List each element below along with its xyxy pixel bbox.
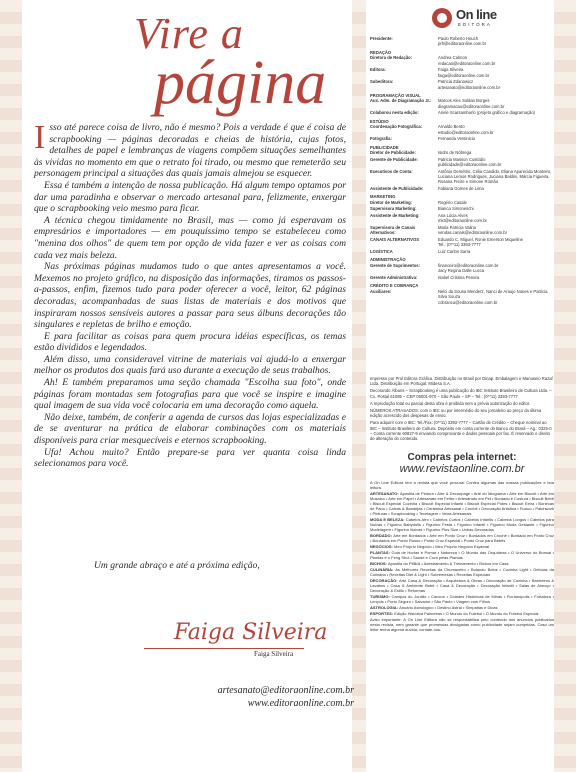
- listing-category-text: Cabelos Afro • Cabelos Curtos • Cabelos Infantis • Cabelos Longos • Cabelos para Noivas • Figurino Babydolls • Figurino Festa • Figurino Infantil • Figurino Moda Gestante • Figurino Modelagem • Figurino Noivas • Figurino Plus Size • Unhas Decoradas: [370, 517, 554, 532]
- title-line-1: Vire a: [134, 9, 244, 58]
- listing-category-text: As Melhores Receitas da Chumaceiro • Bolando Bolos • Cozinha Light • Delícias da Culinária • Receitas Diet & Light • Sobremesas • Receitas Especiais: [370, 567, 554, 577]
- credits-section-heading: ESTÚDIO: [370, 118, 389, 124]
- credit-label: Supervisora Marketing:: [370, 206, 417, 212]
- small-print-paragraph: Impresso por Prol Editora Gráfica. Distribuição no Brasil por Dinap. Embalagem e Manuseio Razaf Ltda. Distribuição em Portugal: Midesa S.A.: [370, 376, 553, 387]
- credit-label: Diretora de Redação:: [370, 55, 413, 61]
- listing-category-label: ARTESANATO:: [370, 491, 400, 496]
- listing-category: [370, 611, 554, 616]
- paragraph-9: Ufa! Achou muito? Então prepare-se para ver quanta coisa linda selecionamos para você.: [34, 446, 346, 470]
- editorial-body: [34, 119, 346, 470]
- listing-category-text: Apostila de Pintura • Arte & Decoupage • Arte do Idiograma • Arte em Biscuit • Arte em Mosaico • Arte em Papel • Artesanato em Feltro • Artesanato em Pet • Bordado e Costura • Biscuit Bebê • Biscuit Especial Cozinha • Biscuit Especial Infantil • Biscuit Especial Potes • Biscuit Extra • Bonecas de Pano • Caixas & Bandejas • Cerâmica Artesanal • Crochê • Decoração Artística • Fuxico • Patchwork • Pinturas • Scrapbooking • Tecelagem • Velas Artesanais: [370, 491, 554, 516]
- credit-row: [370, 79, 554, 90]
- listing-category-text: Meu Próprio Negócio • Meu Próprio Negócio Especial: [394, 544, 490, 549]
- small-print-paragraph: Para adquirir com o IBC: Tel./Fax: (0**11) 3393-7777 – Cartão de Crédito – Cheque nominal ao IBC – Instituto Brasileiro de Cultura. Depósito em conta corrente do Banco do Brasil – Ag.: 0325-0 – Conta corrente 60827-9 enviando comprovante e dados pessoais por fax. É reservado o direito de alteração do conteúdo.: [370, 420, 552, 442]
- drop-cap: I: [34, 119, 46, 156]
- compras-heading: Compras pela internet:: [407, 452, 517, 463]
- credit-row: [370, 157, 554, 168]
- credit-row: [370, 36, 554, 47]
- small-print-paragraph: NÚMEROS ATRASADOS: com o IBC ou por intermédio do seu jornaleiro ao preço da última edição acrescido dos despesas de envio.: [370, 408, 542, 419]
- paragraph-3: A técnica chegou timidamente no Brasil, mas — como já esperavam os empresários e importadores — em pouquíssimo tempo se estabeleceu como "menina dos olhos" de quem tem por opção de vida fazer e ver as coisas com cada vez mais beleza.: [34, 214, 346, 261]
- listing-disclaimer: Aviso importante: A On Line Editora não se responsabiliza pelo conteúdo dos anúncios publicados nesta revista, nem garante que promessas divulgadas como publicidade sejam cumpridas. Caso um leitor tenha alguma dúvida, contate-nos.: [370, 617, 554, 632]
- credit-label: Auxiliares:: [370, 288, 392, 294]
- listing-category-text: Arte em Bordados • Arte em Ponto Cruz • Bordados em Crochê • Bordado em Ponto Cruz • Bordados em Ponto Russo • Ponto Cruz Especial • Ponto Cruz para Bebês: [370, 533, 555, 543]
- listing-category-text: Edição Histórica Palmeiras • O Mundo do Futebol • O Mundo do Futebol Especial: [394, 611, 539, 616]
- credit-label: Fotografia:: [370, 136, 392, 142]
- listing-category-label: BICHOS:: [370, 561, 388, 566]
- credit-value: Maria Patricia Valino vendas.canais@editoraonline.com.br: [438, 225, 507, 236]
- credit-value: Rogério Casale: [438, 199, 467, 205]
- email-link[interactable]: artesanato@editoraonline.com.br: [217, 685, 354, 696]
- credits-section-heading: ADMINISTRAÇÃO: [370, 257, 406, 263]
- credit-value: Patricia Masson Custódio publicidade@editoraonline.com.br: [438, 156, 502, 168]
- signature: Faiga Silveira: [174, 620, 328, 645]
- center-decorative-border: [352, 0, 366, 772]
- listing-category-label: PLANTAS:: [370, 550, 392, 555]
- credit-value: Luiz Carlos Sarra: [438, 249, 471, 255]
- listing-category-label: DECORAÇÃO:: [370, 578, 399, 583]
- credit-value: Eduardo C. Miguel, Ronie Emerson Miqueline Tel.: (0**11) 3393-7777: [438, 237, 523, 248]
- listing-category: [370, 550, 554, 560]
- credit-row: [370, 275, 554, 280]
- small-print: [370, 376, 554, 443]
- credit-label: Subeditora:: [370, 79, 394, 85]
- small-print-paragraph: A reprodução total ou parcial desta obra é proibida sem a prévia autorização do editor.: [370, 400, 531, 406]
- credit-row: [370, 249, 554, 254]
- credit-value: Bianca Simoneschi: [438, 206, 474, 212]
- paragraph-7: Ah! E também preparamos uma seção chamada "Escolha sua foto", onde páginas foram montadas sem fotografias para que você se inspire e imagine qual imagem de sua vida você colocaria em uma decoração como aquela.: [34, 377, 346, 412]
- credit-value: financeiro@editoraonline.com.br Jacy Regina Dalle Lucca: [438, 262, 499, 274]
- credit-row: [370, 55, 554, 66]
- paragraph-5: E para facilitar as coisas para quem procura idéias específicas, os temas estão divididos e legendados.: [34, 330, 346, 354]
- credit-row: [370, 98, 554, 109]
- publisher-logo: [432, 4, 532, 32]
- credit-row: [370, 124, 554, 135]
- credit-row: [370, 225, 554, 236]
- credits-section-heading: REDAÇÃO: [370, 49, 392, 55]
- signature-name: Faiga Silveira: [254, 650, 294, 658]
- credit-row: [370, 213, 554, 224]
- logo-circle-icon: [432, 8, 452, 28]
- paragraph-6: Além disso, uma consideravel vitrine de materiais vai ajudá-lo a enxergar melhor os produtos dos quais fará uso durante a execução de seus trabalhos.: [34, 353, 346, 377]
- listing-category: [370, 578, 554, 593]
- listing-category: [370, 517, 554, 532]
- listing-category: [370, 605, 554, 610]
- credits-section-heading: CRÉDITO E COBRANÇA: [370, 283, 419, 289]
- publications-listing: [370, 480, 554, 633]
- credit-value: Isidro de Nóbrega: [438, 150, 472, 156]
- credit-label: Editora:: [370, 67, 386, 73]
- credit-row: [370, 110, 554, 115]
- listing-category-label: TURISMO:: [370, 594, 392, 599]
- listing-category-text: Anuário Astrológico • Destino Astral • Simpatias e Dicas: [399, 605, 498, 610]
- masthead-credits: [370, 36, 554, 306]
- credit-value: Faiga Silveira faiga@editoraonline.com.br: [438, 67, 490, 78]
- credit-label: Gerente de Suprimentos:: [370, 262, 421, 268]
- logo-text: On line: [456, 7, 497, 22]
- credit-value: Andrea Calmon redacao@editoraonline.com.br: [438, 55, 496, 66]
- credit-value: Paulo Roberto Houch prh@editoraonline.com.br: [438, 36, 487, 47]
- credit-row: [370, 237, 554, 248]
- credit-label: Executivos de Conta:: [370, 168, 413, 174]
- credit-row: [370, 169, 554, 185]
- credits-section-heading: PROGRAMAÇÃO VISUAL: [370, 93, 421, 99]
- listing-category-label: MODA E BELEZA:: [370, 517, 406, 522]
- credits-section-heading: MARKETING: [370, 194, 396, 200]
- credit-label: Presidente:: [370, 36, 393, 41]
- credit-label: Assistente de Publicidade:: [370, 186, 424, 192]
- credit-value: Antônio Demétrio, Célia Candido, Eliana Aparecida Monteiro, Luciana Lemos Rodrigues, Juciana Baldini, Márcia Figueira, Rosana Freire e Simone Romão: [438, 168, 552, 185]
- listing-intro: A On Line Editora tem a revista que você procura! Confira algumas das nossas publicações e boa leitura.: [370, 480, 554, 490]
- credit-row: [370, 150, 554, 155]
- credit-row: [370, 289, 554, 305]
- credit-label: Assistente de Marketing:: [370, 213, 420, 219]
- credit-label: Colaborou nesta edição:: [370, 110, 419, 116]
- listing-category-label: NEGÓCIOS:: [370, 544, 395, 549]
- website-link[interactable]: www.editoraonline.com.br: [247, 698, 354, 709]
- credit-value: Marcos Alex Soldan Borges diagramacao@editoraonline.com.br: [438, 98, 505, 109]
- credit-label: Coordenação Fotográfica:: [370, 124, 423, 130]
- credit-value: Isabel Cristina Pereira: [438, 274, 480, 280]
- paragraph-8: Não deixe, também, de conferir a agenda de cursos das lojas especializadas e de se aventurar na prática de elaborar combinações com os materiais disponíveis para criar mesquecíveis e eternos scrapbooking.: [34, 411, 346, 447]
- listing-category: [370, 491, 554, 516]
- credit-label: Aux. Adm. de Diagramação Jr.:: [370, 98, 432, 104]
- listing-category-text: Arte Casa & Decoração • Arquitetura & Obras • Decoração de Cozinha • Banheiros & Lavabos • Casa & Ambiente Bebê • Casa & Decoração • Decoração Infantil • Salas de Almoço • Decoração & Estilo • Reformas: [370, 578, 555, 593]
- credit-label: Gerente de Publicidade:: [370, 156, 418, 162]
- credit-value: Ariele Scantamburlo (projeto gráfico e diagramação): [438, 110, 536, 116]
- listing-category-label: ESPORTES:: [370, 611, 395, 616]
- paragraph-2: Essa é também a intenção de nossa publicação. Há algum tempo optamos por dar uma paradinha e observar o mercado artesanal para, felizmente, enxergar que o scrapbooking veio mesmo para ficar.: [34, 179, 346, 215]
- compras-url[interactable]: www.revistaonline.com.br: [399, 463, 525, 475]
- small-print-paragraph: Decorando Álbuns – Scrapbooking é uma publicação do IBC Instituto Brasileiro de Cultura Ltda. – Cx. Postal 61085 – CEP 05001-970 – São Paulo – SP – Tel.: (0**11) 3393-7777: [370, 388, 552, 399]
- credit-row: [370, 206, 554, 211]
- credit-row: [370, 263, 554, 274]
- credit-value: Fernanda Ventinicio: [438, 136, 476, 142]
- credit-label: CANAIS ALTERNATIVOS: [370, 237, 420, 243]
- credit-label: LOGÍSTICA: [370, 249, 393, 255]
- credit-row: [370, 186, 554, 191]
- right-decorative-border: [554, 0, 576, 772]
- credit-row: [370, 136, 554, 141]
- paragraph-1: Isso até parece coisa de livro, não é mesmo? Pois a verdade é que é coisa de scrapbooking — páginas decoradas e cheias de história, cujas fotos, detalhes de papel e lembranças de viagens compõem situações semelhantes às vividas no momento em que o retrato foi tirado, ou mesmo que remeterão seu personagem principal a situações das quais jamais almejou se esquecer.: [34, 119, 346, 180]
- credit-value: Ana Lúcia Alves mkt@editoraonline.com.br: [438, 213, 487, 224]
- listing-category: [370, 561, 554, 566]
- closing-line: Um grande abraço e até a próxima edição,: [94, 560, 260, 571]
- listing-category-label: BORDADO:: [370, 533, 394, 538]
- listing-category: [370, 567, 554, 577]
- listing-category-text: Campos do Jordão • Cancun • Cidades Históricas de Minas • Florianópolis • Fortaleza • Lençóis • Porto Seguro • Salvador • São Paulo • Viagem com Filhos: [370, 594, 554, 604]
- listing-category-text: Apostila do PitBull • Adestramento & Treinamento • Bichos em Casa: [388, 561, 509, 566]
- credit-value: Patricia Zdanowicz artesanato@editoraonline.com.br: [438, 79, 500, 90]
- credit-row: [370, 67, 554, 78]
- logo-subtext: EDITORA: [458, 22, 492, 27]
- online-purchase-block: [370, 452, 554, 475]
- title-line-2: página: [154, 49, 327, 117]
- left-decorative-border: [0, 0, 22, 772]
- credit-label: Supervisora de Canais Alternativos:: [370, 225, 416, 236]
- listing-category-text: Guia de Hortas e Pomar • Natureza • O Mundo das Orquídeas • O Universo do Bonsai • Plantas e o Feng Shui • Saúde e Cura pelas Plantas: [370, 550, 554, 560]
- credit-value: Fabiana Gomes de Lima: [438, 186, 484, 192]
- credit-label: Gerente Administrativa:: [370, 274, 418, 280]
- listing-category-label: CULINÁRIA:: [370, 567, 396, 572]
- credit-value: Nelci da Sousa Menderz, Nanci de Araujo Nunes e Patricia Silva Souza cobranca@editoraonline.com.br: [438, 288, 548, 305]
- listing-category: [370, 544, 554, 549]
- credit-row: [370, 200, 554, 205]
- credit-label: Diretor de Publicidade:: [370, 150, 416, 156]
- listing-category-label: ASTROLOGIA:: [370, 605, 400, 610]
- listing-category: [370, 533, 554, 543]
- credits-section-heading: PUBLICIDADE: [370, 144, 399, 150]
- paragraph-4: Nas próximas páginas mudamos tudo o que antes apresentamos a você. Mexemos no projeto gráfico, na disposição das informações, tiramos os passos-a-passos, enfim, fizemos tudo para poder oferecer a você, leitor, 62 páginas decoradas, acompanhadas de suas listas de materiais e dos motivos que inspiraram nossos sensíveis autores a passar para seus álbuns decorações tão singulares e repletas de brilho e emoção.: [34, 261, 346, 331]
- listing-category: [370, 594, 554, 604]
- credit-value: Arnaldo Bento estudio@editoraonline.com.br: [438, 124, 494, 135]
- signature-underline: [144, 648, 304, 649]
- credit-label: Diretor de Marketing:: [370, 199, 413, 205]
- contact-links: [134, 684, 354, 710]
